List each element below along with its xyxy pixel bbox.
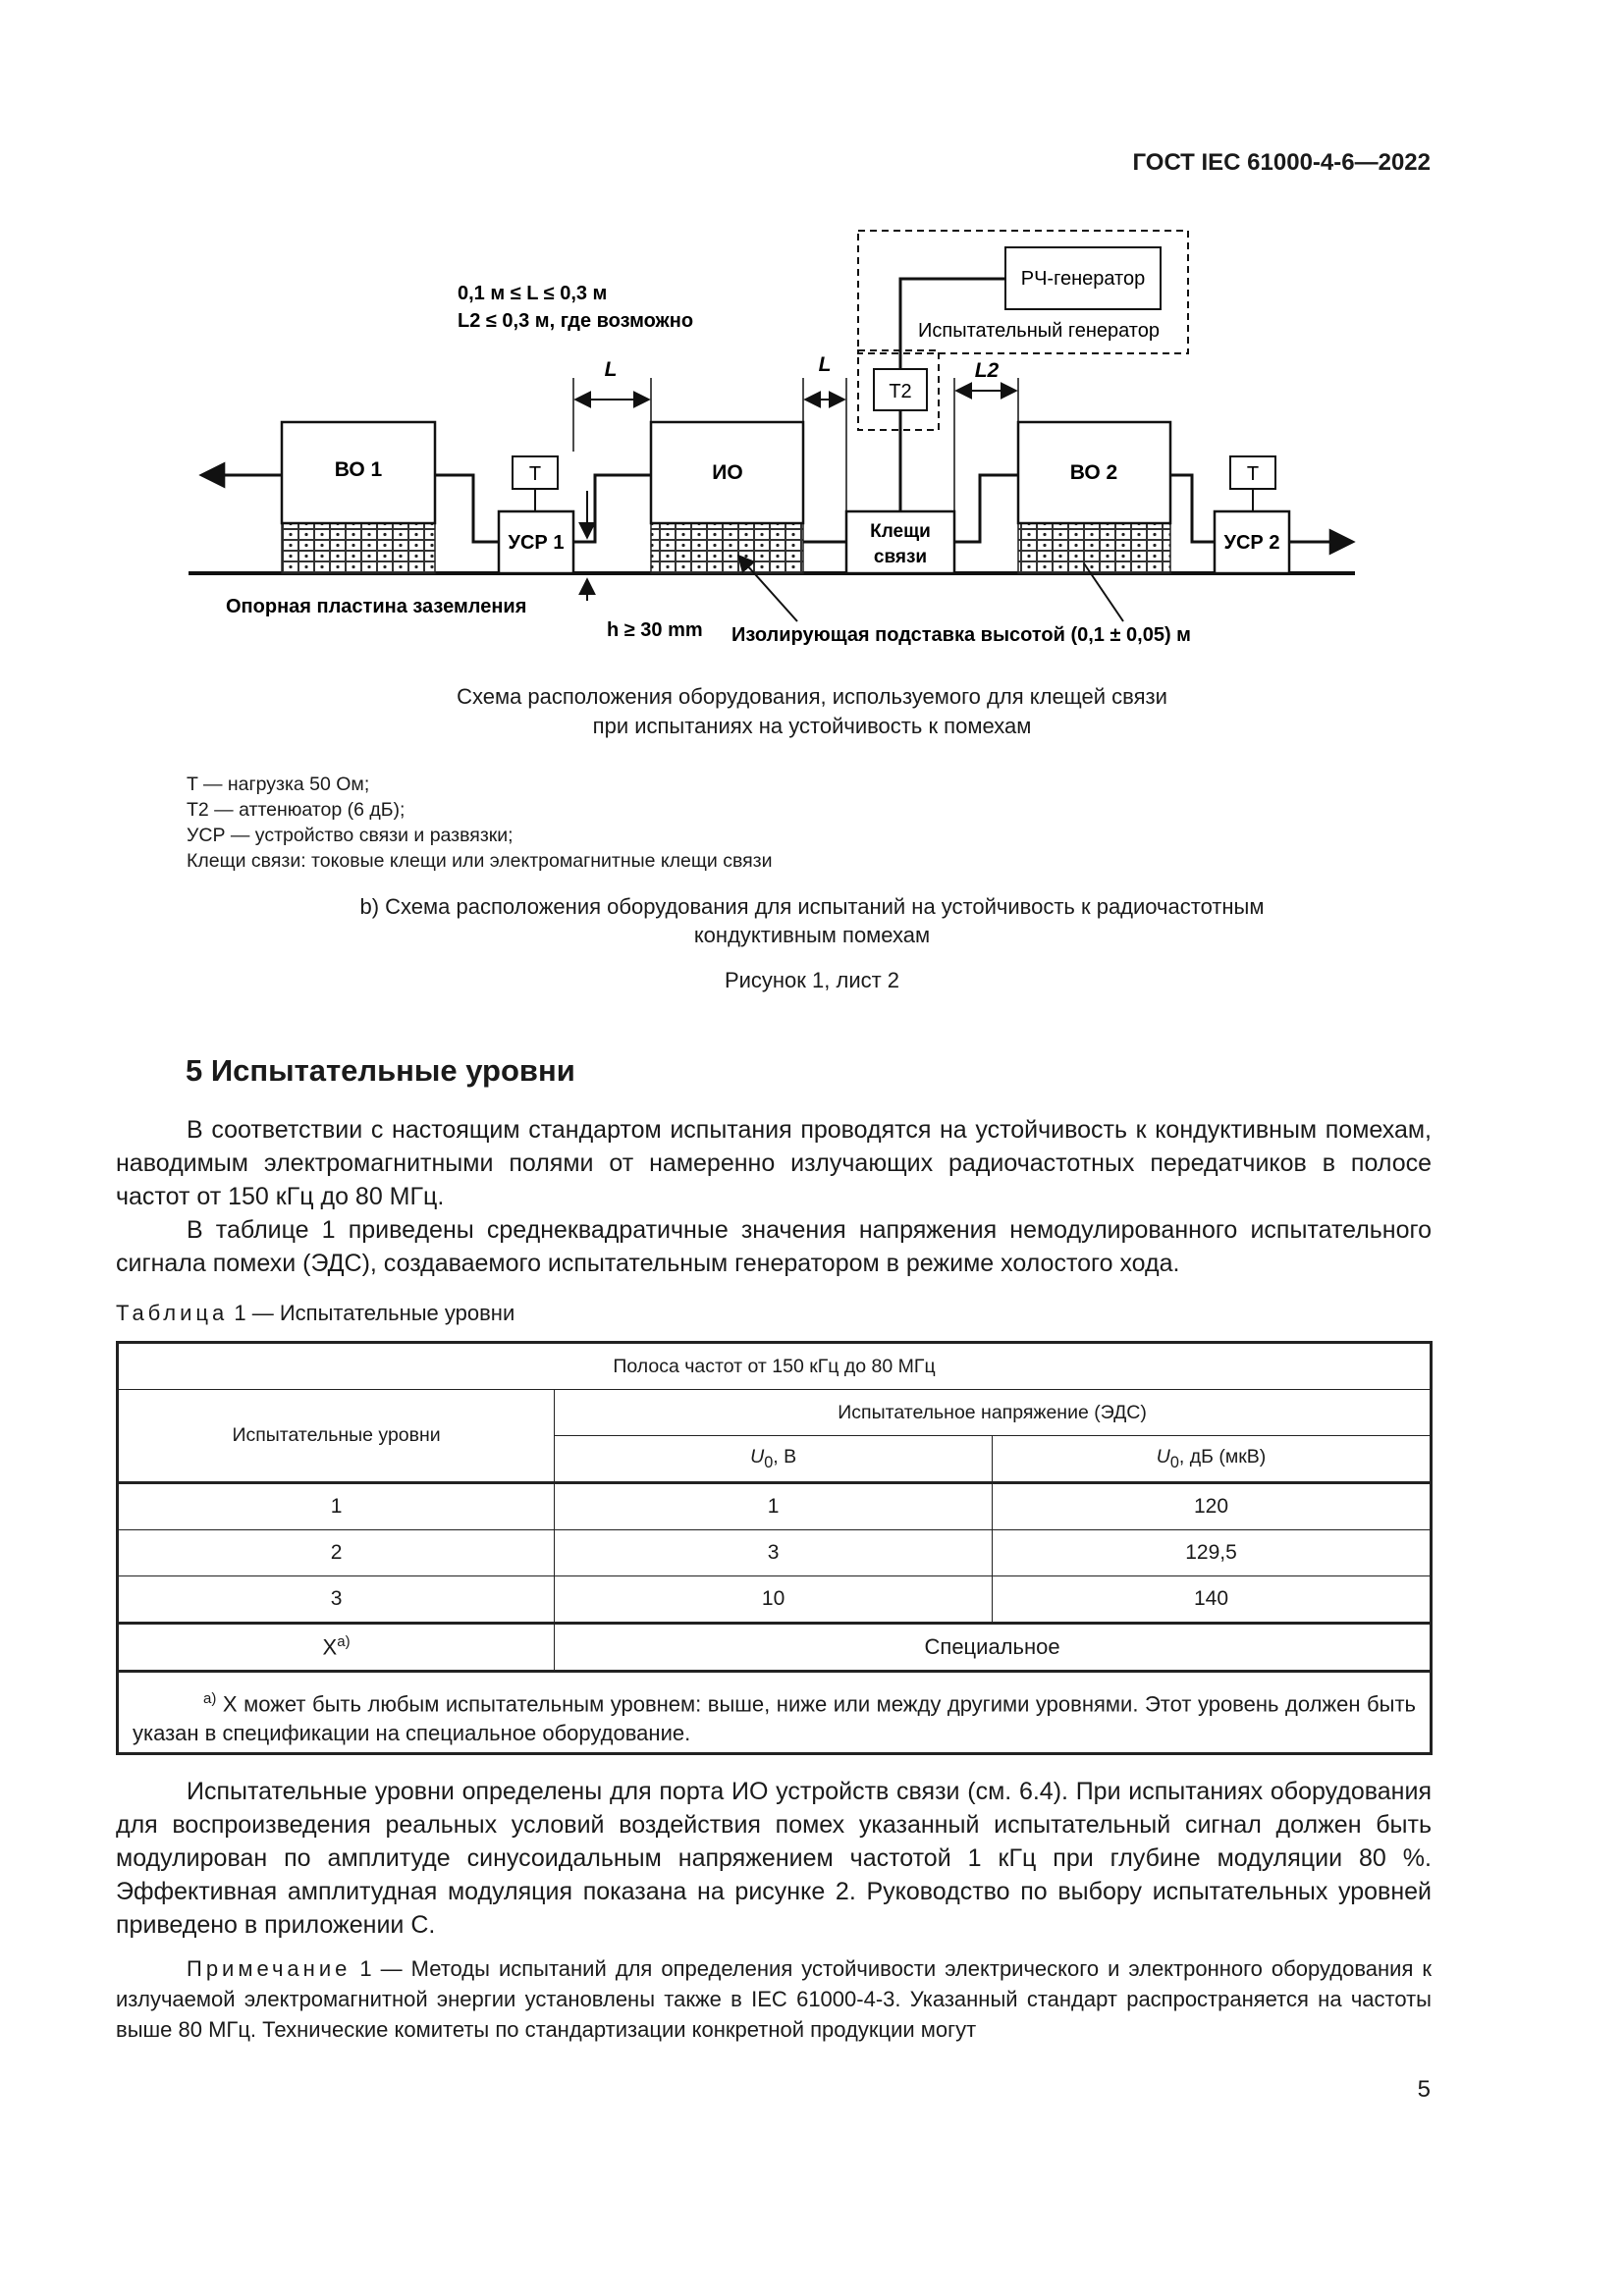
legend-item: Клещи связи: токовые клещи или электромагнитные клещи связи [187, 850, 773, 872]
dim-l-2-label: L [818, 353, 832, 376]
insulating-support-label: Изолирующая подставка высотой (0,1 ± 0,05) м [731, 624, 1191, 646]
test-levels-table [116, 1341, 1433, 1755]
note [116, 1953, 1432, 2045]
table-header-voltage: Испытательное напряжение (ЭДС) [555, 1390, 1432, 1436]
clamp-label-1: Клещи [870, 521, 931, 542]
legend-item: T2 — аттенюатор (6 дБ); [187, 799, 406, 821]
rf-generator-label: РЧ-генератор [1020, 268, 1146, 290]
height-label: h ≥ 30 mm [607, 619, 703, 641]
intro-paragraphs [116, 1113, 1432, 1280]
table-header-levels: Испытательные уровни [118, 1390, 555, 1483]
usr1-label: УСР 1 [508, 532, 565, 554]
paragraph: В таблице 1 приведены среднеквадратичные значения напряжения немодулированного испытательного сигнала помехи (ЭДС), создаваемого испытательным генератором в режиме холостого хода. [116, 1216, 1432, 1277]
document-header: ГОСТ IEC 61000-4-6—2022 [1132, 149, 1431, 176]
bo1-label: ВО 1 [334, 458, 383, 481]
page-number: 5 [1417, 2076, 1431, 2103]
insulating-support-bo2 [1018, 523, 1170, 573]
table-header-u0: $U_0$, В [555, 1436, 993, 1483]
table-cell-u0-db: 129,5 [993, 1530, 1432, 1576]
table-cell-u0: 3 [555, 1530, 993, 1576]
clamp-bo2-cable [954, 475, 1018, 542]
table-cell-level: 1 [118, 1483, 555, 1530]
io-label: ИО [712, 461, 743, 484]
t-label-1: T [528, 463, 542, 485]
legend-item: УСР — устройство связи и развязки; [187, 825, 514, 846]
dim-l2-label: L2 [974, 359, 1000, 382]
t-label-2: T [1246, 463, 1260, 485]
equipment-diagram [0, 0, 1624, 667]
table-row [118, 1530, 1432, 1576]
table-cell-level-x: $X^{a)}$ [118, 1624, 555, 1672]
insulating-support-bo1 [282, 523, 435, 573]
usr1-io-cable [573, 475, 651, 542]
legend-item: T — нагрузка 50 Ом; [187, 774, 370, 795]
condition-line-1: 0,1 м ≤ L ≤ 0,3 м [458, 283, 608, 304]
clamp-label-2: связи [873, 547, 928, 567]
table-caption-label: Таблица [116, 1301, 229, 1325]
table-cell-level: 3 [118, 1576, 555, 1624]
table-footnote: $^{a)}$ X может быть любым испытательным уровнем: выше, ниже или между другими уровнями. Этот уровень должен быть указан в спецификации на специальное оборудование. [118, 1672, 1432, 1754]
note-text: 1 — Методы испытаний для определения устойчивости электрического и электронного оборудования к излучаемой электромагнитной энергии установлены также в IEC 61000-4-3. Указанный стандарт распространяется на частоты выше 80 МГц. Технические комитеты по стандартизации конкретной продукции могут [116, 1956, 1432, 2042]
table-header-u0-db: $U_0$, дБ (мкВ) [993, 1436, 1432, 1483]
table-cell-level: 2 [118, 1530, 555, 1576]
subfigure-caption-line-1: b) Схема расположения оборудования для испытаний на устойчивость к радиочастотным [359, 894, 1265, 919]
test-generator-label: Испытательный генератор [918, 320, 1160, 342]
table-band-header: Полоса частот от 150 кГц до 80 МГц [118, 1343, 1432, 1390]
table-row [118, 1624, 1432, 1672]
figure-title: Рисунок 1, лист 2 [724, 968, 900, 992]
paragraph: Испытательные уровни определены для порта ИО устройств связи (см. 6.4). При испытаниях оборудования для воспроизведения реальных условий воздействия помех указанный испытательный сигнал должен быть модулирован по амплитуде синусоидальным напряжением частотой 1 кГц при глубине модуляции 80 %. Эффективная амплитудная модуляция показана на рисунке 2. Руководство по выбору испытательных уровней приведено в приложении С. [116, 1778, 1432, 1939]
bo2-label: ВО 2 [1069, 461, 1118, 484]
table-cell-u0: 1 [555, 1483, 993, 1530]
usr2-label: УСР 2 [1223, 532, 1280, 554]
figure-caption-line-1: Схема расположения оборудования, используемого для клещей связи [457, 684, 1167, 709]
ground-plane-label: Опорная пластина заземления [226, 596, 527, 617]
note-label: Примечание [187, 1956, 352, 1981]
paragraph-after-table [116, 1775, 1432, 1942]
paragraph: В соответствии с настоящим стандартом испытания проводятся на устойчивость к кондуктивным помехам, наводимым электромагнитными полями от намеренно излучающих радиочастотных передатчиков в полосе частот от 150 кГц до 80 МГц. [116, 1116, 1432, 1210]
insulating-support-io [651, 523, 803, 573]
condition-line-2: L2 ≤ 0,3 м, где возможно [458, 310, 694, 332]
table-cell-special: Специальное [555, 1624, 1432, 1672]
table-row [118, 1483, 1432, 1530]
figure-caption-line-2: при испытаниях на устойчивость к помехам [592, 714, 1032, 738]
dim-l-1-label: L [604, 358, 618, 381]
table-cell-u0-db: 120 [993, 1483, 1432, 1530]
table-caption-text: 1 — Испытательные уровни [228, 1301, 515, 1325]
table-row [118, 1576, 1432, 1624]
section-title: 5 Испытательные уровни [186, 1053, 575, 1088]
t2-label: T2 [889, 381, 912, 402]
bo1-usr1-cable [435, 475, 499, 542]
subfigure-caption-line-2: кондуктивным помехам [693, 923, 931, 947]
bo2-usr2-cable [1170, 475, 1215, 542]
table-caption [116, 1301, 514, 1326]
table-cell-u0-db: 140 [993, 1576, 1432, 1624]
table-cell-u0: 10 [555, 1576, 993, 1624]
